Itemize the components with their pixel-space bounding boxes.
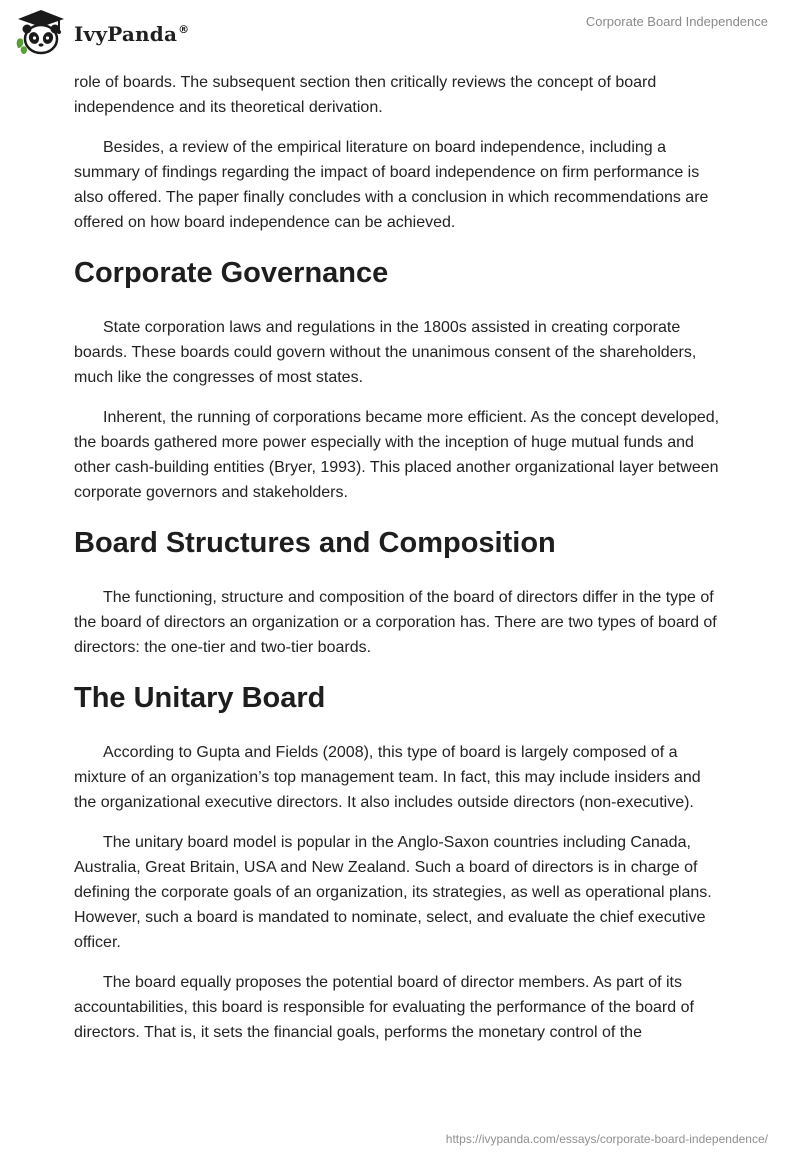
essay-body [74, 70, 726, 1060]
paragraph: Besides, a review of the empirical literature on board independence, including a summary of findings regarding the impact of board independence on firm performance is also offered. The paper finally concludes with a conclusion in which recommendations are offered on how board independence can be achieved. [74, 139, 709, 231]
paragraph: The functioning, structure and composition of the board of directors differ in the type of the board of directors an organization or a corporation has. There are two types of board of directors: the one-tier and two-tier boards. [74, 589, 717, 656]
paragraph: According to Gupta and Fields (2008), this type of board is largely composed of a mixture of an organization’s top management team. In fact, this may include insiders and the organizational executive directors. It also includes outside directors (non-executive). [74, 744, 701, 811]
source-url-link[interactable]: https://ivypanda.com/essays/corporate-board-independence/ [445, 1132, 768, 1146]
document-title: Corporate Board Independence [585, 14, 768, 29]
page-header [0, 0, 800, 68]
paragraph: State corporation laws and regulations in the 1800s assisted in creating corporate boards. These boards could govern without the unanimous consent of the shareholders, much like the congresses of most states. [74, 319, 697, 386]
paragraph: The unitary board model is popular in the Anglo-Saxon countries including Canada, Australia, Great Britain, USA and New Zealand. Such a board of directors is in charge of defining the corporate goals of an organization, its strategies, as well as operational plans. However, such a board is mandated to nominate, select, and evaluate the chief executive officer. [74, 834, 712, 951]
brand-name: IvyPanda® [74, 22, 190, 46]
section-heading-corporate-governance: Corporate Governance [74, 257, 389, 289]
registered-mark: ® [178, 23, 190, 37]
section-heading-unitary-board: The Unitary Board [74, 682, 326, 714]
paragraph: role of boards. The subsequent section then critically reviews the concept of board independence and its theoretical derivation. [74, 74, 657, 116]
panda-graduate-logo-icon [14, 8, 68, 58]
paragraph: Inherent, the running of corporations became more efficient. As the concept developed, the boards gathered more power especially with the inception of huge mutual funds and other cash-building entities (Bryer, 1993). This placed another organizational layer between corporate governors and stakeholders. [74, 409, 720, 501]
ivypanda-logo[interactable] [14, 8, 189, 58]
paragraph: The board equally proposes the potential board of director members. As part of its accountabilities, this board is responsible for evaluating the performance of the board of directors. That is, it sets the financial goals, performs the monetary control of the [74, 974, 694, 1041]
section-heading-board-structures: Board Structures and Composition [74, 527, 556, 559]
